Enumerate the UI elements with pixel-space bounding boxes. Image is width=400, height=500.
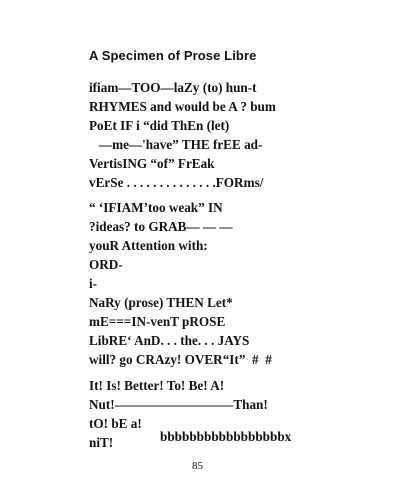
poem-line: —me—'have” THE frEE ad- [89, 137, 263, 152]
poem-line: ORD- [89, 257, 123, 272]
poem-line: LibRE‘ AnD. . . the. . . JAYS [89, 333, 250, 348]
poem-line: ifiam—TOO—laZy (to) hun-t [89, 80, 257, 95]
poem-line: vErSe . . . . . . . . . . . . . .FORms/ [89, 175, 264, 190]
poem-line: youR Attention with: [89, 238, 208, 253]
poem-line: ?ideas? to GRAB— — — [89, 219, 233, 234]
poem-line: VertisING “of” FrEak [89, 156, 215, 171]
poem-line: Nut!—————————Than! [89, 397, 268, 412]
poem-line: “ ‘IFIAM’too weak” IN [89, 200, 223, 215]
page-number: 85 [192, 460, 203, 472]
poem-tail-line: bbbbbbbbbbbbbbbbbx [160, 429, 292, 444]
poem-line: mE===IN-venT pROSE [89, 314, 226, 329]
poem-line: i- [89, 276, 98, 291]
page-title: A Specimen of Prose Libre [89, 48, 257, 63]
poem-line: RHYMES and would be A ? bum [89, 99, 276, 114]
poem-line: PoEt IF i “did ThEn (let) [89, 118, 230, 133]
poem-line: It! Is! Better! To! Be! A! [89, 378, 225, 393]
poem-line: will? go CRAzy! OVER“It” # # [89, 352, 272, 367]
poem-line: tO! bE a! [89, 416, 142, 431]
poem-line: niT! [89, 435, 114, 450]
poem-line: NaRy (prose) THEN Let* [89, 295, 233, 310]
